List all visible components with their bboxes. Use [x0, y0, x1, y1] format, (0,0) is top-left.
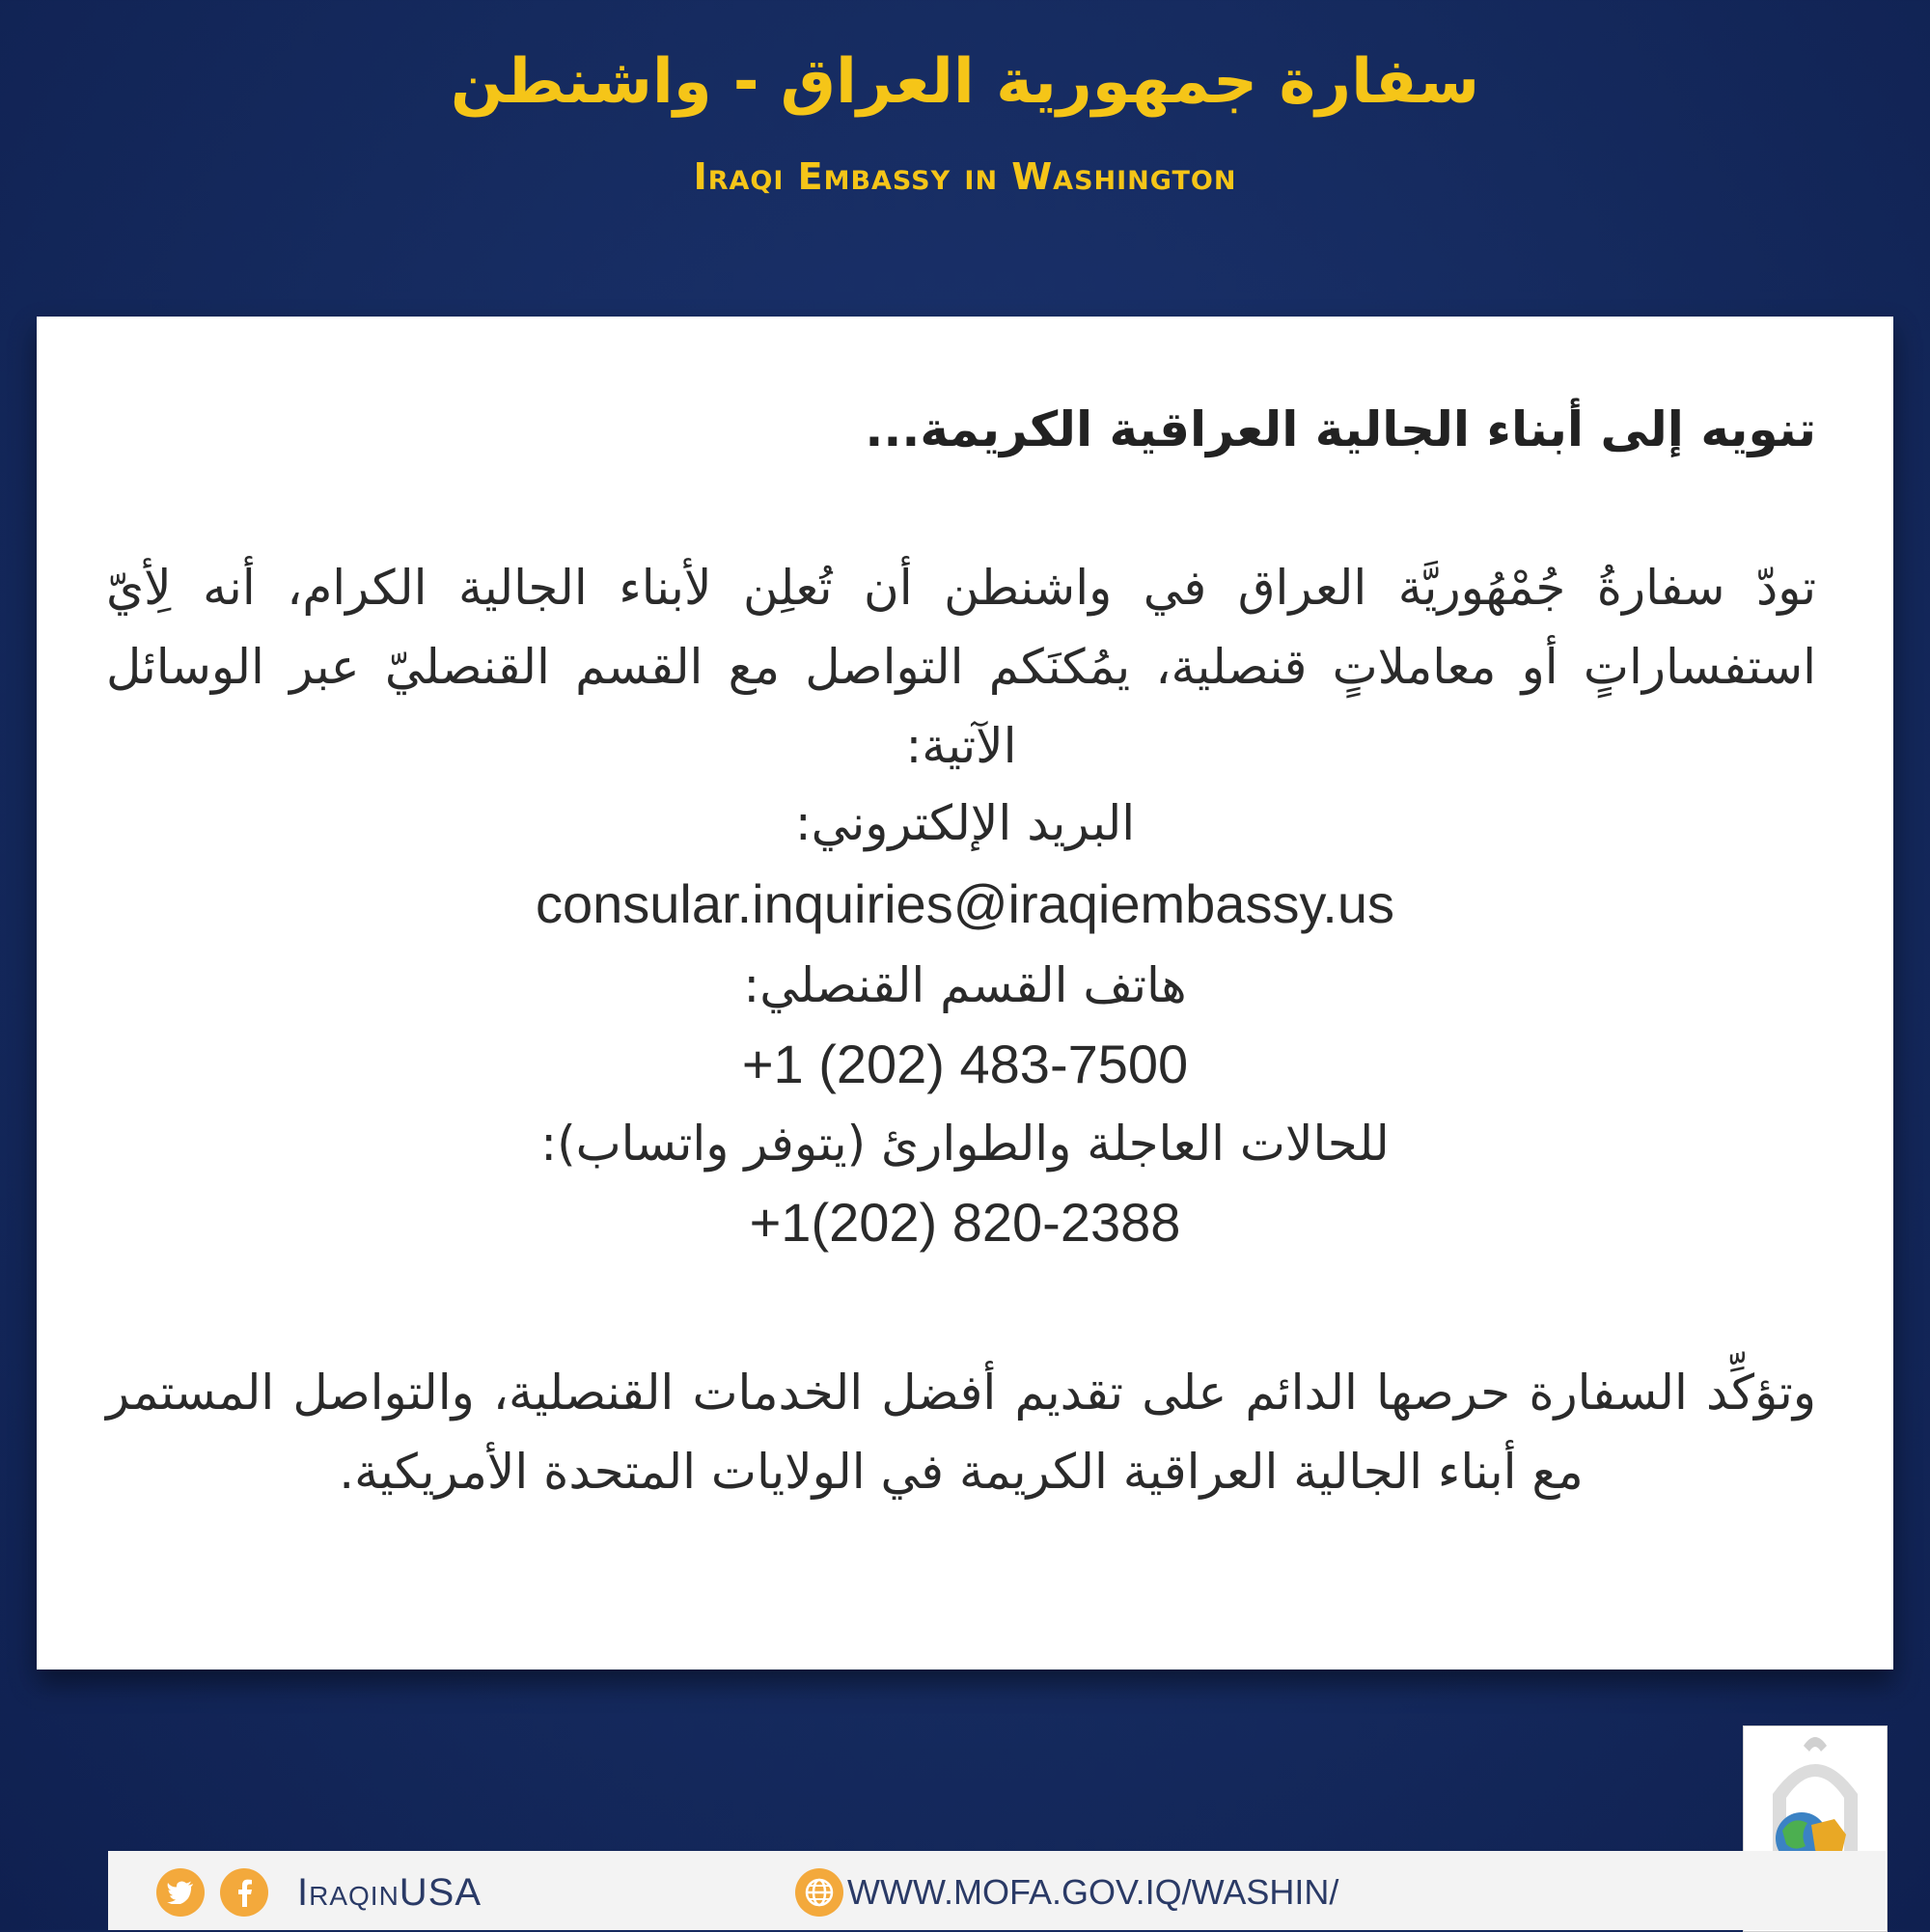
email-address[interactable]: consular.inquiries@iraqiembassy.us	[536, 873, 1394, 934]
header	[0, 39, 1930, 201]
phone-number[interactable]: +1 (202) 483-7500	[741, 1034, 1189, 1094]
email-label: البريد الإلكتروني:	[794, 795, 1136, 851]
notice-closing: وتؤكِّد السفارة حرصها الدائم على تقديم أفضل الخدمات القنصلية، والتواصل المستمر مع أبناء الجالية العراقية الكريمة في الولايات المتحدة الأمريكية.	[106, 1365, 1816, 1500]
notice-intro: تودّ سفارةُ جُمْهُوريَّة العراق في واشنطن أن تُعلِن لأبناء الجالية الكرام، أنه لِأيّ استفساراتٍ أو معاملاتٍ قنصلية، يمُكنَكم التواصل مع القسم القنصليّ عبر الوسائل الآتية:	[106, 560, 1816, 774]
twitter-icon[interactable]	[156, 1868, 205, 1917]
footer-bar	[108, 1851, 1886, 1930]
facebook-icon[interactable]	[220, 1868, 268, 1917]
notice-heading: تنويه إلى أبناء الجالية العراقية الكريمة...	[865, 401, 1816, 457]
notice-card	[37, 317, 1893, 1670]
emergency-phone-number[interactable]: +1(202) 820-2388	[749, 1192, 1181, 1253]
globe-icon	[795, 1868, 843, 1917]
embassy-title-arabic: سفارة جمهورية العراق - واشنطن	[450, 46, 1480, 118]
website-url[interactable]: WWW.MOFA.GOV.IQ/WASHIN/	[847, 1872, 1339, 1912]
embassy-title-english: Iraqi Embassy in Washington	[693, 155, 1237, 198]
emergency-label: للحالات العاجلة والطوارئ (يتوفر واتساب):	[540, 1116, 1390, 1172]
website-link[interactable]	[795, 1868, 1338, 1917]
social-handle[interactable]: IraqinUSA	[297, 1870, 482, 1914]
phone-label: هاتف القسم القنصلي:	[743, 957, 1187, 1013]
social-links	[156, 1868, 482, 1917]
